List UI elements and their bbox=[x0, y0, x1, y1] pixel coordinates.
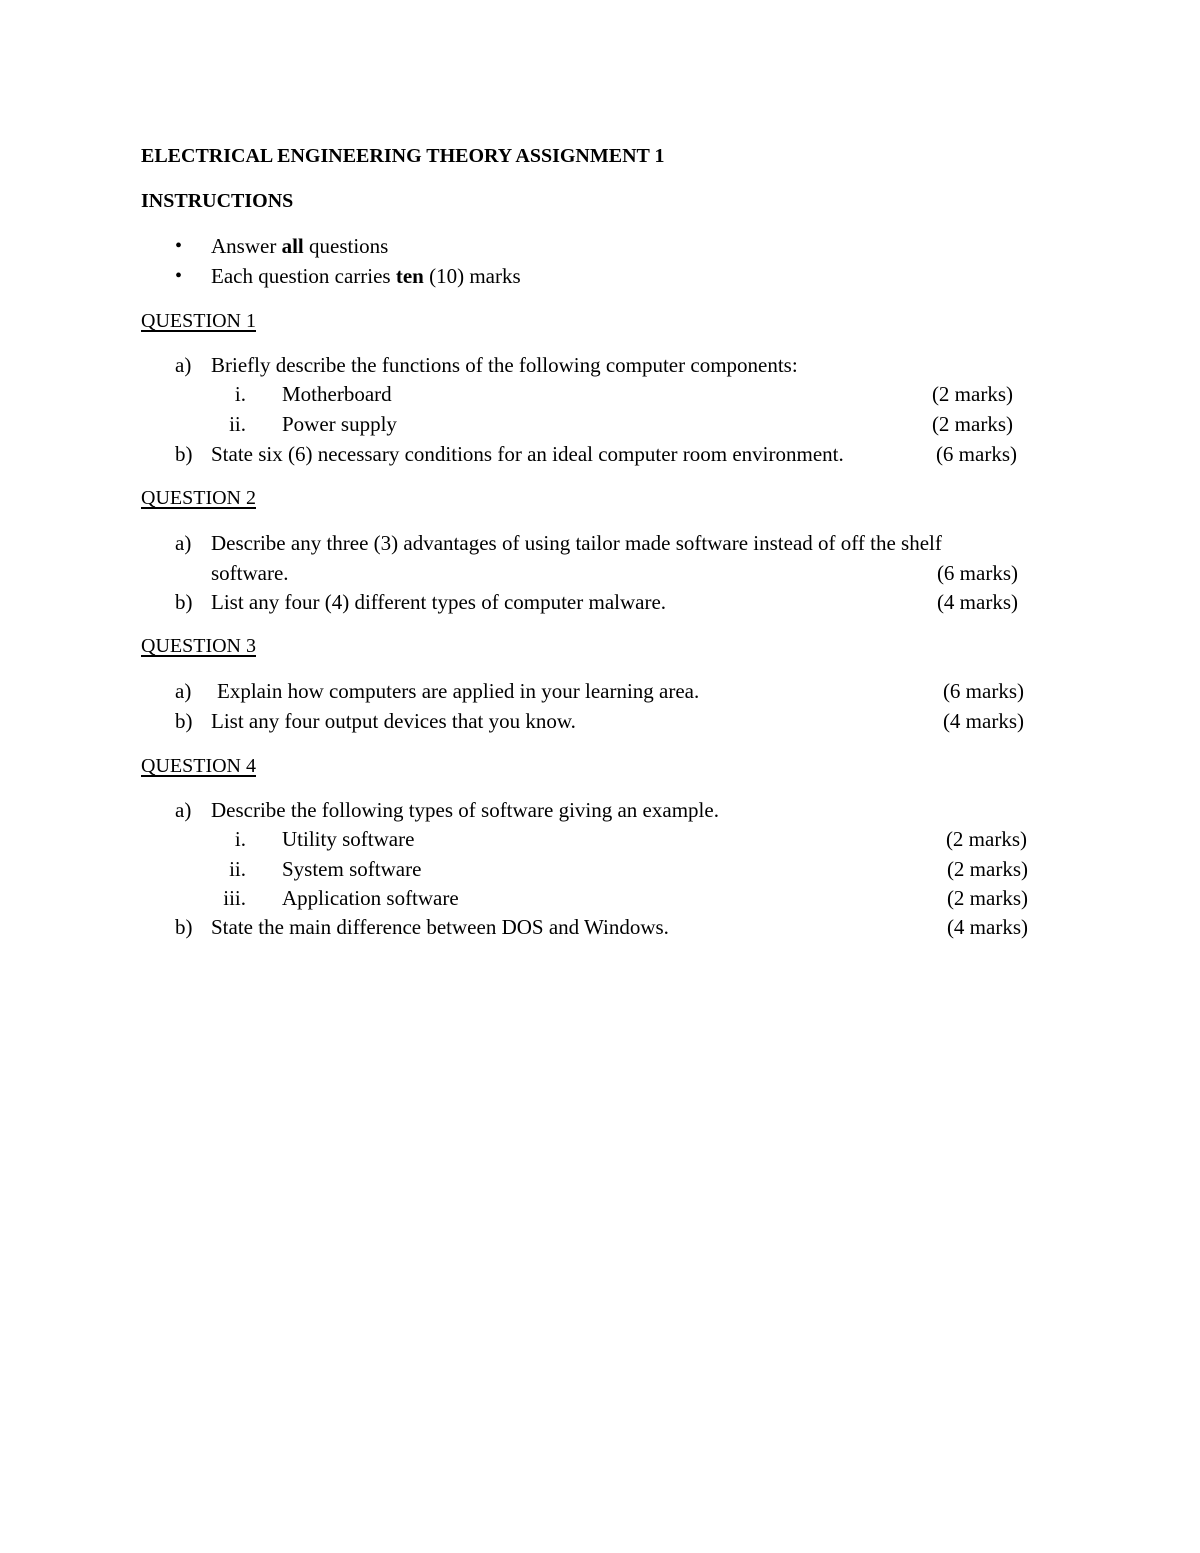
q1-a-label: a) bbox=[175, 353, 192, 377]
q3-b-text: List any four output devices that you know. bbox=[211, 709, 576, 733]
q3-a-marks: (6 marks) bbox=[942, 679, 1024, 703]
document-title: ELECTRICAL ENGINEERING THEORY ASSIGNMENT 1 bbox=[141, 145, 665, 167]
q4-a-i-num: i. bbox=[234, 827, 246, 851]
q1-b-text: State six (6) necessary conditions for an ideal computer room environment. bbox=[211, 442, 844, 466]
q4-a-ii-num: ii. bbox=[229, 857, 246, 881]
q1-a-i-marks: (2 marks) bbox=[931, 382, 1013, 406]
q4-a-ii-marks: (2 marks) bbox=[946, 857, 1028, 881]
q3-a-text: Explain how computers are applied in your learning area. bbox=[217, 679, 700, 703]
q2-b-marks: (4 marks) bbox=[936, 590, 1018, 614]
q1-a-i-num: i. bbox=[234, 382, 246, 406]
q4-a-iii-text: Application software bbox=[282, 886, 459, 910]
q4-a-iii-marks: (2 marks) bbox=[946, 886, 1028, 910]
q3-a-label: a) bbox=[175, 679, 192, 703]
q4-a-iii-num: iii. bbox=[223, 886, 246, 910]
q2-a-label: a) bbox=[175, 531, 192, 555]
q3-b-marks: (4 marks) bbox=[942, 709, 1024, 733]
question-4-heading: QUESTION 4 bbox=[141, 755, 256, 777]
q2-a-marks: (6 marks) bbox=[936, 561, 1018, 585]
q1-b-label: b) bbox=[175, 442, 193, 466]
question-2-heading: QUESTION 2 bbox=[141, 487, 256, 509]
instruction-item: Answer all questions bbox=[211, 234, 389, 258]
q2-a-text-line1: Describe any three (3) advantages of using tailor made software instead of off the shelf bbox=[211, 531, 942, 555]
q4-a-i-marks: (2 marks) bbox=[945, 827, 1027, 851]
q1-a-i-text: Motherboard bbox=[282, 382, 392, 406]
q4-a-text: Describe the following types of software giving an example. bbox=[211, 798, 719, 822]
q1-a-text: Briefly describe the functions of the following computer components: bbox=[211, 353, 798, 377]
instructions-heading: INSTRUCTIONS bbox=[141, 190, 294, 212]
q4-b-label: b) bbox=[175, 915, 193, 939]
question-3-heading: QUESTION 3 bbox=[141, 635, 256, 657]
instruction-item: Each question carries ten (10) marks bbox=[211, 264, 521, 288]
q2-b-label: b) bbox=[175, 590, 193, 614]
q4-a-label: a) bbox=[175, 798, 192, 822]
q1-a-ii-marks: (2 marks) bbox=[931, 412, 1013, 436]
q1-b-marks: (6 marks) bbox=[935, 442, 1017, 466]
q4-b-text: State the main difference between DOS and Windows. bbox=[211, 915, 669, 939]
q1-a-ii-text: Power supply bbox=[282, 412, 397, 436]
q2-b-text: List any four (4) different types of computer malware. bbox=[211, 590, 667, 614]
q4-a-ii-text: System software bbox=[282, 857, 422, 881]
bullet-icon: • bbox=[175, 235, 183, 257]
q3-b-label: b) bbox=[175, 709, 193, 733]
bullet-icon: • bbox=[175, 265, 183, 287]
question-1-heading: QUESTION 1 bbox=[141, 310, 256, 332]
q2-a-text-line2: software. bbox=[211, 561, 289, 585]
q4-b-marks: (4 marks) bbox=[946, 915, 1028, 939]
q1-a-ii-num: ii. bbox=[229, 412, 246, 436]
q4-a-i-text: Utility software bbox=[282, 827, 415, 851]
